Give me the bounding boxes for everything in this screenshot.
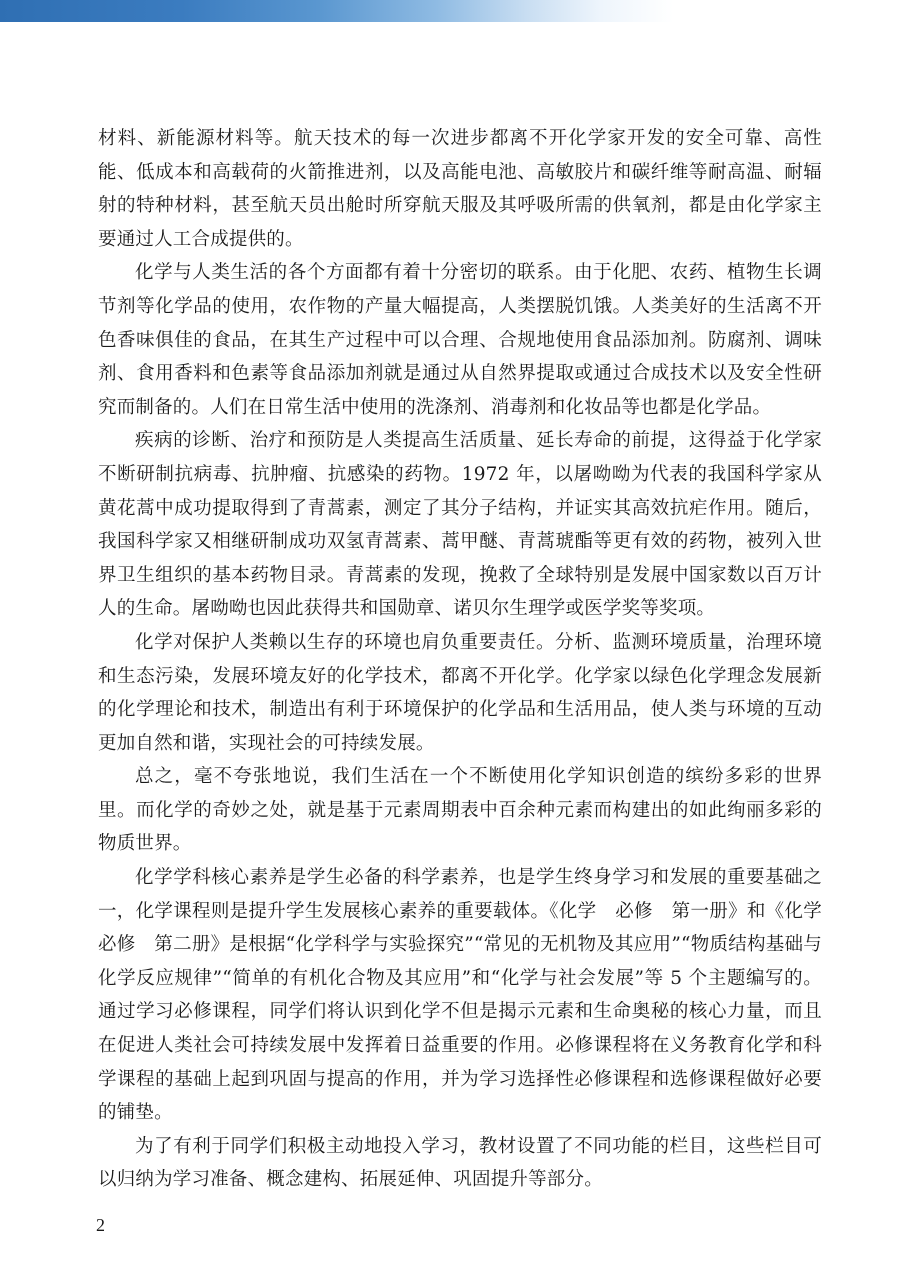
paragraph-summary: 总之，毫不夸张地说，我们生活在一个不断使用化学知识创造的缤纷多彩的世界里。而化学的奇妙之处，就是基于元素周期表中百余种元素而构建出的如此绚丽多彩的物质世界。 [98, 766, 822, 855]
body-text [98, 122, 841, 1197]
paragraph-textbook-columns: 为了有利于同学们积极主动地投入学习，教材设置了不同功能的栏目，这些栏目可以归纳为学习准备、概念建构、拓展延伸、巩固提升等部分。 [98, 1135, 822, 1191]
paragraph-aerospace: 材料、新能源材料等。航天技术的每一次进步都离不开化学家开发的安全可靠、高性能、低成本和高载荷的火箭推进剂，以及高能电池、高敏胶片和碳纤维等耐高温、耐辐射的特种材料，甚至航天员出舱时所穿航天服及其呼吸所需的供氧剂，都是由化学家主要通过人工合成提供的。 [98, 128, 822, 250]
paragraph-core-literacy: 化学学科核心素养是学生必备的科学素养，也是学生终身学习和发展的重要基础之一，化学课程则是提升学生发展核心素养的重要载体。《化学 必修 第一册》和《化学 必修 第二册》是根据“化学科学与实验探究”“常见的无机物及其应用”“物质结构基础与化学反应规律”“简单的有机化合物及其应用”和“化学与社会发展”等 5 个主题编写的。通过学习必修课程，同学们将认识到化学不但是揭示元素和生命奥秘的核心力量，而且在促进人类社会可持续发展中发挥着日益重要的作用。必修课程将在义务教育化学和科学课程的基础上起到巩固与提高的作用，并为学习选择性必修课程和选修课程做好必要的铺垫。 [98, 867, 841, 1124]
paragraph-environment: 化学对保护人类赖以生存的环境也肩负重要责任。分析、监测环境质量，治理环境和生态污染，发展环境友好的化学技术，都离不开化学。化学家以绿色化学理念发展新的化学理论和技术，制造出有利于环境保护的化学品和生活用品，使人类与环境的互动更加自然和谐，实现社会的可持续发展。 [98, 631, 822, 754]
paragraph-medicine: 疾病的诊断、治疗和预防是人类提高生活质量、延长寿命的前提，这得益于化学家不断研制抗病毒、抗肿瘤、抗感染的药物。1972 年，以屠呦呦为代表的我国科学家从黄花蒿中成功提取得到了青蒿素，测定了其分子结构，并证实其高效抗疟作用。随后，我国科学家又相继研制成功双氢青蒿素、蒿甲醚、青蒿琥酯等更有效的药物，被列入世界卫生组织的基本药物目录。青蒿素的发现，挽救了全球特别是发展中国家数以百万计人的生命。屠呦呦也因此获得共和国勋章、诺贝尔生理学或医学奖等奖项。 [98, 430, 822, 620]
page-number: 2 [96, 1215, 105, 1235]
header-color-band [0, 0, 910, 22]
paragraph-daily-life: 化学与人类生活的各个方面都有着十分密切的联系。由于化肥、农药、植物生长调节剂等化学品的使用，农作物的产量大幅提高，人类摆脱饥饿。人类美好的生活离不开色香味俱佳的食品，在其生产过程中可以合理、合规地使用食品添加剂。防腐剂、调味剂、食用香料和色素等食品添加剂就是通过从自然界提取或通过合成技术以及安全性研究而制备的。人们在日常生活中使用的洗涤剂、消毒剂和化妆品等也都是化学品。 [98, 262, 822, 418]
